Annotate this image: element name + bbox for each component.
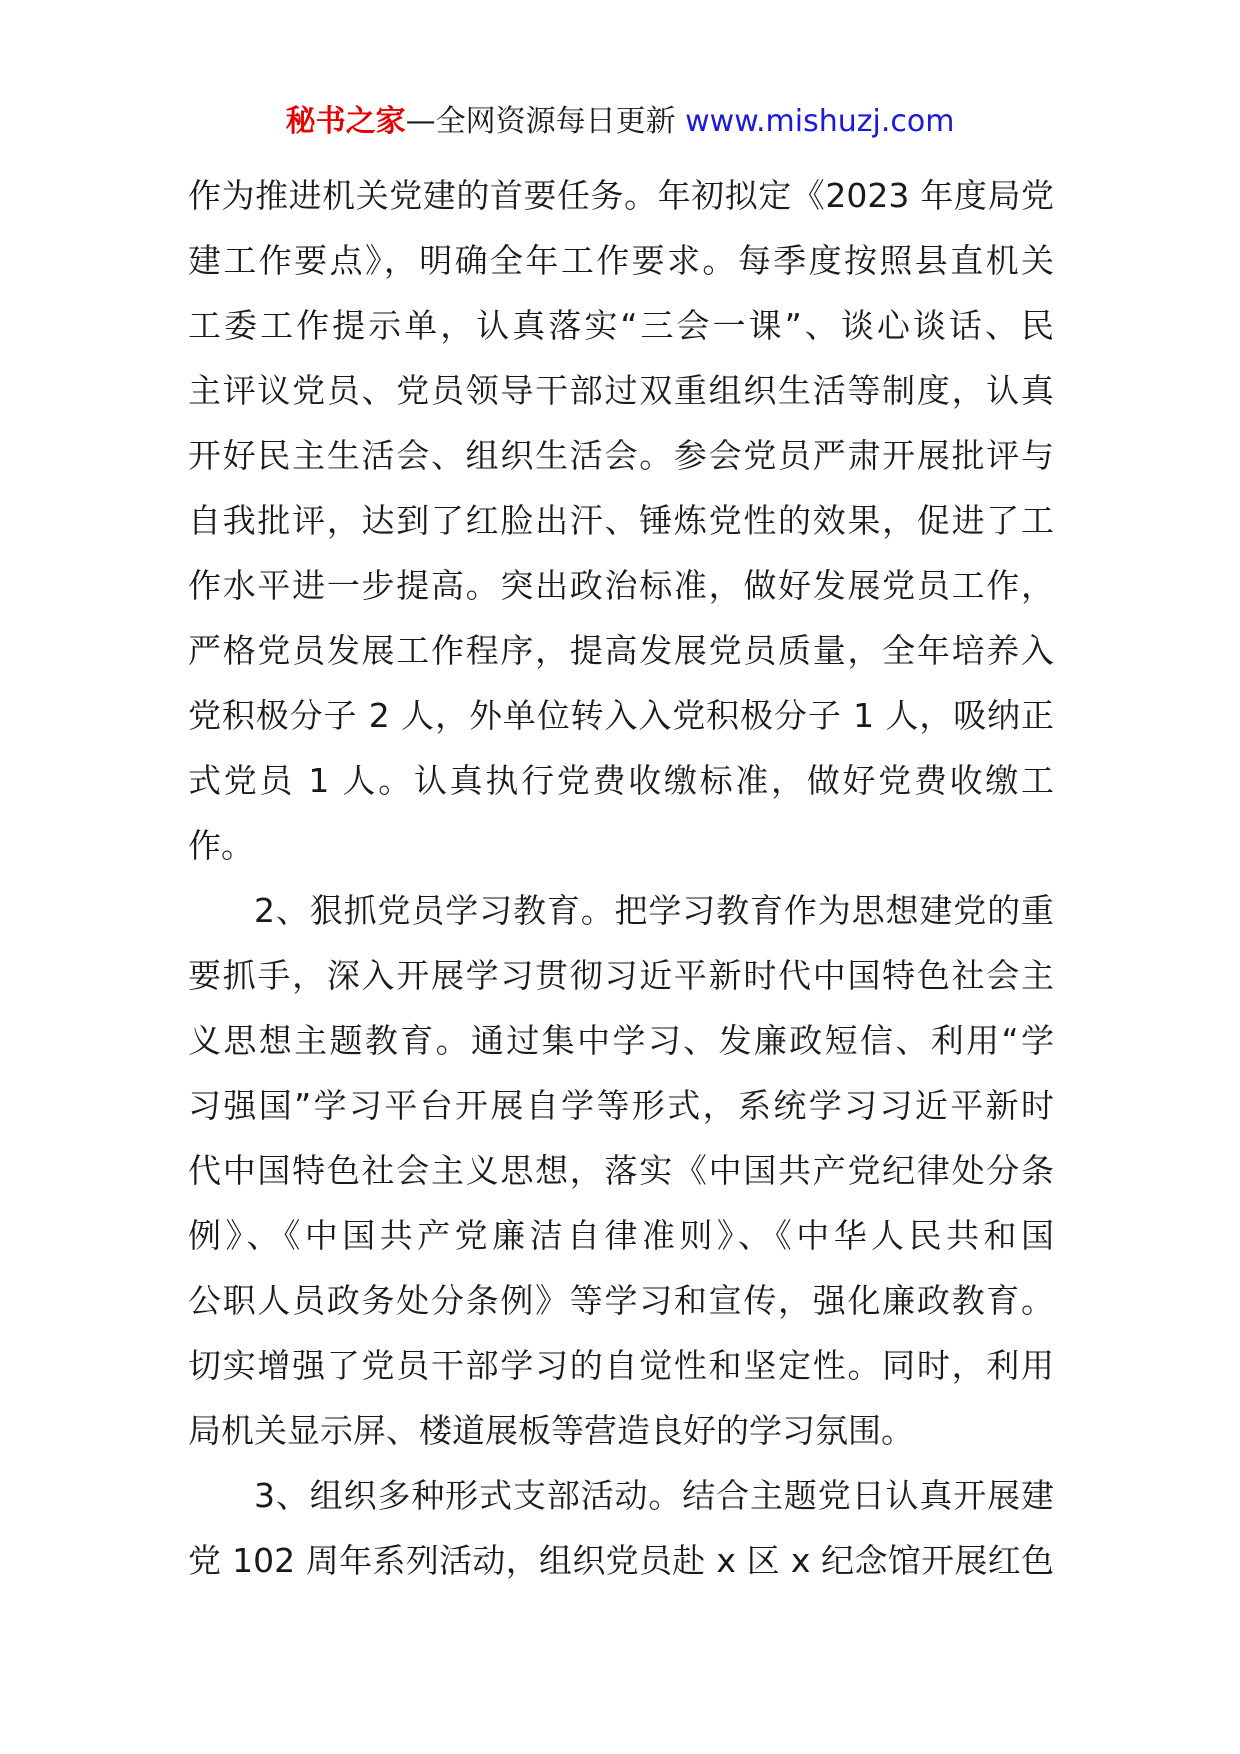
text-line: 工委工作提示单，认真落实“三会一课”、谈心谈话、民	[188, 306, 1054, 345]
header-tagline: —全网资源每日更新	[405, 104, 676, 139]
text-line: 习强国”学习平台开展自学等形式，系统学习习近平新时	[188, 1086, 1054, 1125]
text-line: 党积极分子 2 人，外单位转入入党积极分子 1 人，吸纳正	[188, 696, 1054, 735]
text-line: 严格党员发展工作程序，提高发展党员质量，全年培养入	[188, 631, 1054, 670]
paragraph-end-line: 作。	[188, 826, 254, 865]
text-line: 例》、《中国共产党廉洁自律准则》、《中华人民共和国	[188, 1216, 1054, 1255]
text-line: 代中国特色社会主义思想，落实《中国共产党纪律处分条	[188, 1151, 1054, 1190]
text-line: 作水平进一步提高。突出政治标准，做好发展党员工作，	[188, 566, 1054, 605]
text-line: 主评议党员、党员领导干部过双重组织生活等制度，认真	[188, 371, 1054, 410]
text-line: 开好民主生活会、组织生活会。参会党员严肃开展批评与	[188, 436, 1054, 475]
paragraph-first-line: 3、组织多种形式支部活动。结合主题党日认真开展建	[254, 1476, 1054, 1515]
text-line: 义思想主题教育。通过集中学习、发廉政短信、利用“学	[188, 1021, 1054, 1060]
text-line: 自我批评，达到了红脸出汗、锤炼党性的效果，促进了工	[188, 501, 1054, 540]
paragraph-first-line: 2、狠抓党员学习教育。把学习教育作为思想建党的重	[254, 891, 1054, 930]
text-line: 公职人员政务处分条例》等学习和宣传，强化廉政教育。	[188, 1281, 1054, 1320]
page-header	[0, 100, 1240, 144]
text-line: 要抓手，深入开展学习贯彻习近平新时代中国特色社会主	[188, 956, 1054, 995]
body-text	[188, 163, 1054, 1593]
site-url-link[interactable]: www.mishuzj.com	[685, 104, 955, 139]
paragraph-end-line: 局机关显示屏、楼道展板等营造良好的学习氛围。	[188, 1411, 914, 1450]
text-line: 作为推进机关党建的首要任务。年初拟定《2023 年度局党	[188, 176, 1054, 215]
text-line: 式党员 1 人。认真执行党费收缴标准，做好党费收缴工	[188, 761, 1054, 800]
text-line: 切实增强了党员干部学习的自觉性和坚定性。同时，利用	[188, 1346, 1054, 1385]
text-line: 建工作要点》，明确全年工作要求。每季度按照县直机关	[188, 241, 1054, 280]
text-line: 党 102 周年系列活动，组织党员赴 x 区 x 纪念馆开展红色	[188, 1541, 1054, 1580]
brand-name: 秘书之家	[285, 104, 406, 139]
